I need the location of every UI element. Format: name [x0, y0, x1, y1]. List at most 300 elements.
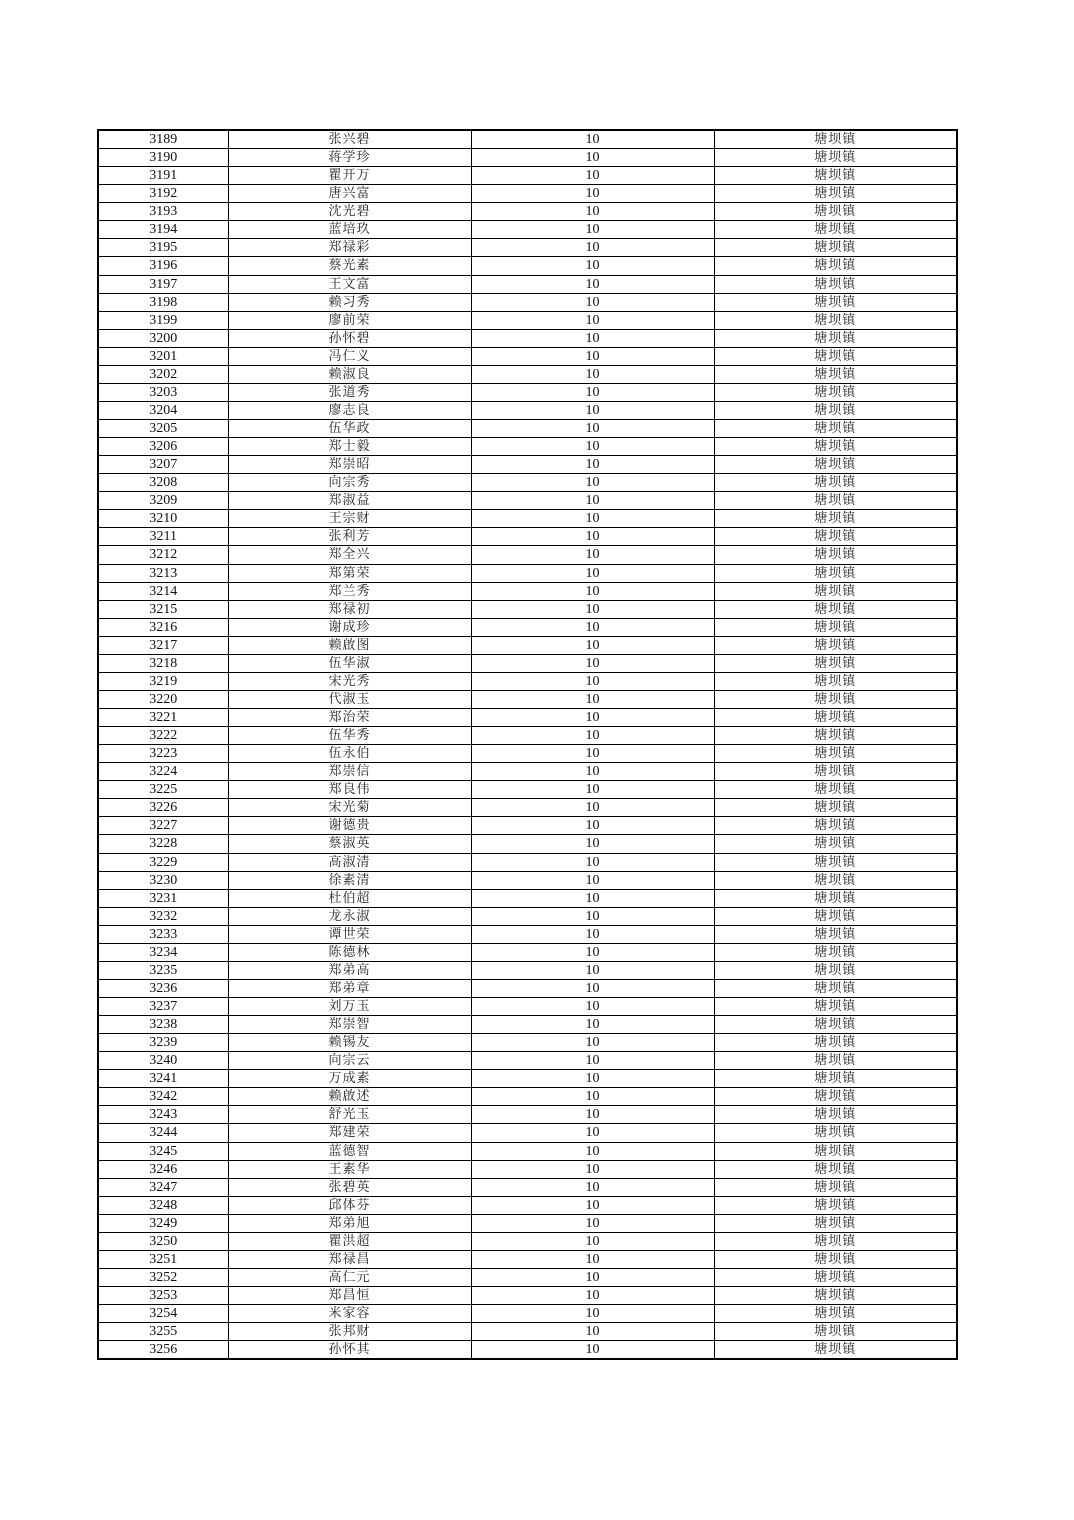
table-row — [98, 745, 957, 763]
amount-cell: 10 — [471, 546, 714, 564]
amount-cell: 10 — [471, 149, 714, 167]
town-cell: 塘坝镇 — [714, 1250, 957, 1268]
town-cell: 塘坝镇 — [714, 510, 957, 528]
person-name-cell: 郑禄彩 — [228, 239, 471, 257]
town-cell: 塘坝镇 — [714, 781, 957, 799]
amount-cell: 10 — [471, 221, 714, 239]
table-row — [98, 600, 957, 618]
town-cell: 塘坝镇 — [714, 239, 957, 257]
town-cell: 塘坝镇 — [714, 293, 957, 311]
table-row — [98, 961, 957, 979]
person-name-cell: 蔡光素 — [228, 257, 471, 275]
town-cell: 塘坝镇 — [714, 636, 957, 654]
town-cell: 塘坝镇 — [714, 1142, 957, 1160]
person-name-cell: 赖啟图 — [228, 636, 471, 654]
row-number-cell: 3241 — [98, 1070, 228, 1088]
amount-cell: 10 — [471, 1124, 714, 1142]
town-cell: 塘坝镇 — [714, 1305, 957, 1323]
table-row — [98, 221, 957, 239]
person-name-cell: 宋光秀 — [228, 672, 471, 690]
row-number-cell: 3233 — [98, 925, 228, 943]
amount-cell: 10 — [471, 582, 714, 600]
amount-cell: 10 — [471, 1088, 714, 1106]
town-cell: 塘坝镇 — [714, 1016, 957, 1034]
table-row — [98, 130, 957, 149]
table-row — [98, 582, 957, 600]
person-name-cell: 伍永伯 — [228, 745, 471, 763]
amount-cell: 10 — [471, 1052, 714, 1070]
row-number-cell: 3205 — [98, 420, 228, 438]
person-name-cell: 郑淑益 — [228, 492, 471, 510]
table-row — [98, 781, 957, 799]
person-name-cell: 蔡淑英 — [228, 835, 471, 853]
amount-cell: 10 — [471, 1305, 714, 1323]
amount-cell: 10 — [471, 329, 714, 347]
person-name-cell: 孙怀其 — [228, 1341, 471, 1360]
row-number-cell: 3192 — [98, 185, 228, 203]
person-name-cell: 张利芳 — [228, 528, 471, 546]
row-number-cell: 3209 — [98, 492, 228, 510]
town-cell: 塘坝镇 — [714, 492, 957, 510]
person-name-cell: 张道秀 — [228, 383, 471, 401]
table-row — [98, 311, 957, 329]
person-name-cell: 张碧英 — [228, 1178, 471, 1196]
table-row — [98, 365, 957, 383]
table-row — [98, 1178, 957, 1196]
row-number-cell: 3230 — [98, 871, 228, 889]
town-cell: 塘坝镇 — [714, 1088, 957, 1106]
person-name-cell: 郑禄昌 — [228, 1250, 471, 1268]
amount-cell: 10 — [471, 745, 714, 763]
amount-cell: 10 — [471, 636, 714, 654]
row-number-cell: 3204 — [98, 401, 228, 419]
town-cell: 塘坝镇 — [714, 672, 957, 690]
town-cell: 塘坝镇 — [714, 871, 957, 889]
table-row — [98, 727, 957, 745]
row-number-cell: 3198 — [98, 293, 228, 311]
table-row — [98, 275, 957, 293]
row-number-cell: 3222 — [98, 727, 228, 745]
person-name-cell: 代淑玉 — [228, 690, 471, 708]
person-name-cell: 宋光菊 — [228, 799, 471, 817]
table-row — [98, 1052, 957, 1070]
table-row — [98, 1196, 957, 1214]
table-row — [98, 763, 957, 781]
amount-cell: 10 — [471, 961, 714, 979]
row-number-cell: 3246 — [98, 1160, 228, 1178]
person-name-cell: 高仁元 — [228, 1268, 471, 1286]
amount-cell: 10 — [471, 167, 714, 185]
town-cell: 塘坝镇 — [714, 365, 957, 383]
amount-cell: 10 — [471, 817, 714, 835]
row-number-cell: 3247 — [98, 1178, 228, 1196]
table-row — [98, 401, 957, 419]
person-name-cell: 郑士毅 — [228, 438, 471, 456]
amount-cell: 10 — [471, 401, 714, 419]
table-row — [98, 817, 957, 835]
row-number-cell: 3199 — [98, 311, 228, 329]
person-name-cell: 赖习秀 — [228, 293, 471, 311]
amount-cell: 10 — [471, 853, 714, 871]
table-row — [98, 1250, 957, 1268]
row-number-cell: 3251 — [98, 1250, 228, 1268]
amount-cell: 10 — [471, 1323, 714, 1341]
amount-cell: 10 — [471, 1142, 714, 1160]
town-cell: 塘坝镇 — [714, 149, 957, 167]
row-number-cell: 3215 — [98, 600, 228, 618]
table-row — [98, 546, 957, 564]
table-row — [98, 185, 957, 203]
table-row — [98, 510, 957, 528]
town-cell: 塘坝镇 — [714, 817, 957, 835]
row-number-cell: 3200 — [98, 329, 228, 347]
row-number-cell: 3242 — [98, 1088, 228, 1106]
person-name-cell: 郑良伟 — [228, 781, 471, 799]
person-name-cell: 舒光玉 — [228, 1106, 471, 1124]
town-cell: 塘坝镇 — [714, 1268, 957, 1286]
town-cell: 塘坝镇 — [714, 311, 957, 329]
table-row — [98, 690, 957, 708]
amount-cell: 10 — [471, 763, 714, 781]
row-number-cell: 3226 — [98, 799, 228, 817]
table-row — [98, 925, 957, 943]
person-name-cell: 郑全兴 — [228, 546, 471, 564]
amount-cell: 10 — [471, 293, 714, 311]
amount-cell: 10 — [471, 1232, 714, 1250]
person-name-cell: 赖淑良 — [228, 365, 471, 383]
amount-cell: 10 — [471, 474, 714, 492]
amount-cell: 10 — [471, 654, 714, 672]
table-row — [98, 456, 957, 474]
table-row — [98, 1287, 957, 1305]
person-name-cell: 瞿洪超 — [228, 1232, 471, 1250]
row-number-cell: 3245 — [98, 1142, 228, 1160]
amount-cell: 10 — [471, 257, 714, 275]
row-number-cell: 3236 — [98, 979, 228, 997]
person-name-cell: 蓝德智 — [228, 1142, 471, 1160]
row-number-cell: 3220 — [98, 690, 228, 708]
amount-cell: 10 — [471, 365, 714, 383]
person-name-cell: 郑兰秀 — [228, 582, 471, 600]
town-cell: 塘坝镇 — [714, 1034, 957, 1052]
table-row — [98, 149, 957, 167]
amount-cell: 10 — [471, 889, 714, 907]
row-number-cell: 3208 — [98, 474, 228, 492]
town-cell: 塘坝镇 — [714, 203, 957, 221]
row-number-cell: 3235 — [98, 961, 228, 979]
row-number-cell: 3216 — [98, 618, 228, 636]
person-name-cell: 郑禄初 — [228, 600, 471, 618]
amount-cell: 10 — [471, 1287, 714, 1305]
person-name-cell: 伍华政 — [228, 420, 471, 438]
row-number-cell: 3249 — [98, 1214, 228, 1232]
row-number-cell: 3191 — [98, 167, 228, 185]
person-name-cell: 郑弟章 — [228, 979, 471, 997]
person-name-cell: 郑弟旭 — [228, 1214, 471, 1232]
row-number-cell: 3223 — [98, 745, 228, 763]
row-number-cell: 3193 — [98, 203, 228, 221]
row-number-cell: 3237 — [98, 998, 228, 1016]
table-row — [98, 889, 957, 907]
amount-cell: 10 — [471, 1250, 714, 1268]
town-cell: 塘坝镇 — [714, 853, 957, 871]
person-name-cell: 徐素清 — [228, 871, 471, 889]
amount-cell: 10 — [471, 510, 714, 528]
row-number-cell: 3227 — [98, 817, 228, 835]
row-number-cell: 3214 — [98, 582, 228, 600]
town-cell: 塘坝镇 — [714, 979, 957, 997]
row-number-cell: 3197 — [98, 275, 228, 293]
town-cell: 塘坝镇 — [714, 474, 957, 492]
person-name-cell: 杜伯超 — [228, 889, 471, 907]
person-name-cell: 王素华 — [228, 1160, 471, 1178]
amount-cell: 10 — [471, 456, 714, 474]
amount-cell: 10 — [471, 1214, 714, 1232]
row-number-cell: 3252 — [98, 1268, 228, 1286]
town-cell: 塘坝镇 — [714, 925, 957, 943]
person-name-cell: 廖前荣 — [228, 311, 471, 329]
person-name-cell: 米家容 — [228, 1305, 471, 1323]
table-row — [98, 672, 957, 690]
person-name-cell: 龙永淑 — [228, 907, 471, 925]
amount-cell: 10 — [471, 203, 714, 221]
town-cell: 塘坝镇 — [714, 221, 957, 239]
table-row — [98, 1323, 957, 1341]
town-cell: 塘坝镇 — [714, 1178, 957, 1196]
person-name-cell: 郑崇智 — [228, 1016, 471, 1034]
row-number-cell: 3228 — [98, 835, 228, 853]
amount-cell: 10 — [471, 709, 714, 727]
town-cell: 塘坝镇 — [714, 438, 957, 456]
amount-cell: 10 — [471, 1070, 714, 1088]
person-name-cell: 高淑清 — [228, 853, 471, 871]
amount-cell: 10 — [471, 185, 714, 203]
town-cell: 塘坝镇 — [714, 528, 957, 546]
amount-cell: 10 — [471, 1178, 714, 1196]
row-number-cell: 3217 — [98, 636, 228, 654]
row-number-cell: 3218 — [98, 654, 228, 672]
amount-cell: 10 — [471, 492, 714, 510]
town-cell: 塘坝镇 — [714, 1196, 957, 1214]
person-name-cell: 郑第荣 — [228, 564, 471, 582]
amount-cell: 10 — [471, 799, 714, 817]
town-cell: 塘坝镇 — [714, 383, 957, 401]
table-row — [98, 474, 957, 492]
table-row — [98, 1160, 957, 1178]
table-row — [98, 835, 957, 853]
amount-cell: 10 — [471, 564, 714, 582]
row-number-cell: 3190 — [98, 149, 228, 167]
person-name-cell: 谢德贵 — [228, 817, 471, 835]
town-cell: 塘坝镇 — [714, 618, 957, 636]
table-row — [98, 239, 957, 257]
town-cell: 塘坝镇 — [714, 1214, 957, 1232]
amount-cell: 10 — [471, 781, 714, 799]
town-cell: 塘坝镇 — [714, 185, 957, 203]
row-number-cell: 3224 — [98, 763, 228, 781]
table-row — [98, 257, 957, 275]
person-name-cell: 伍华淑 — [228, 654, 471, 672]
amount-cell: 10 — [471, 907, 714, 925]
amount-cell: 10 — [471, 239, 714, 257]
table-row — [98, 564, 957, 582]
town-cell: 塘坝镇 — [714, 1124, 957, 1142]
person-name-cell: 向宗秀 — [228, 474, 471, 492]
person-name-cell: 郑弟高 — [228, 961, 471, 979]
amount-cell: 10 — [471, 835, 714, 853]
town-cell: 塘坝镇 — [714, 257, 957, 275]
town-cell: 塘坝镇 — [714, 1232, 957, 1250]
town-cell: 塘坝镇 — [714, 130, 957, 149]
person-name-cell: 王文富 — [228, 275, 471, 293]
table-row — [98, 979, 957, 997]
town-cell: 塘坝镇 — [714, 889, 957, 907]
table-row — [98, 1142, 957, 1160]
person-name-cell: 蒋学珍 — [228, 149, 471, 167]
person-name-cell: 谢成珍 — [228, 618, 471, 636]
town-cell: 塘坝镇 — [714, 329, 957, 347]
amount-cell: 10 — [471, 871, 714, 889]
amount-cell: 10 — [471, 1016, 714, 1034]
amount-cell: 10 — [471, 998, 714, 1016]
row-number-cell: 3232 — [98, 907, 228, 925]
person-name-cell: 伍华秀 — [228, 727, 471, 745]
town-cell: 塘坝镇 — [714, 1052, 957, 1070]
person-name-cell: 郑治荣 — [228, 709, 471, 727]
town-cell: 塘坝镇 — [714, 799, 957, 817]
person-name-cell: 冯仁义 — [228, 347, 471, 365]
row-number-cell: 3203 — [98, 383, 228, 401]
amount-cell: 10 — [471, 727, 714, 745]
town-cell: 塘坝镇 — [714, 1106, 957, 1124]
person-name-cell: 孙怀碧 — [228, 329, 471, 347]
amount-cell: 10 — [471, 1160, 714, 1178]
town-cell: 塘坝镇 — [714, 745, 957, 763]
row-number-cell: 3243 — [98, 1106, 228, 1124]
person-name-cell: 瞿开万 — [228, 167, 471, 185]
town-cell: 塘坝镇 — [714, 1341, 957, 1360]
amount-cell: 10 — [471, 275, 714, 293]
person-name-cell: 唐兴富 — [228, 185, 471, 203]
person-name-cell: 沈光碧 — [228, 203, 471, 221]
town-cell: 塘坝镇 — [714, 564, 957, 582]
amount-cell: 10 — [471, 979, 714, 997]
row-number-cell: 3225 — [98, 781, 228, 799]
table-row — [98, 492, 957, 510]
person-name-cell: 廖志良 — [228, 401, 471, 419]
amount-cell: 10 — [471, 618, 714, 636]
row-number-cell: 3202 — [98, 365, 228, 383]
row-number-cell: 3255 — [98, 1323, 228, 1341]
amount-cell: 10 — [471, 528, 714, 546]
row-number-cell: 3206 — [98, 438, 228, 456]
table-row — [98, 347, 957, 365]
row-number-cell: 3213 — [98, 564, 228, 582]
person-name-cell: 张兴碧 — [228, 130, 471, 149]
town-cell: 塘坝镇 — [714, 420, 957, 438]
town-cell: 塘坝镇 — [714, 998, 957, 1016]
table-row — [98, 636, 957, 654]
town-cell: 塘坝镇 — [714, 961, 957, 979]
person-name-cell: 向宗云 — [228, 1052, 471, 1070]
table-row — [98, 1232, 957, 1250]
row-number-cell: 3250 — [98, 1232, 228, 1250]
row-number-cell: 3229 — [98, 853, 228, 871]
amount-cell: 10 — [471, 690, 714, 708]
row-number-cell: 3239 — [98, 1034, 228, 1052]
person-name-cell: 郑建荣 — [228, 1124, 471, 1142]
town-cell: 塘坝镇 — [714, 456, 957, 474]
person-name-cell: 张邦财 — [228, 1323, 471, 1341]
table-row — [98, 293, 957, 311]
table-row — [98, 1305, 957, 1323]
amount-cell: 10 — [471, 925, 714, 943]
table-row — [98, 871, 957, 889]
table-row — [98, 1070, 957, 1088]
roster-table — [97, 129, 958, 1360]
table-row — [98, 1214, 957, 1232]
table-row — [98, 1124, 957, 1142]
table-row — [98, 998, 957, 1016]
person-name-cell: 郑昌恒 — [228, 1287, 471, 1305]
person-name-cell: 陈德林 — [228, 943, 471, 961]
row-number-cell: 3201 — [98, 347, 228, 365]
person-name-cell: 谭世荣 — [228, 925, 471, 943]
table-row — [98, 654, 957, 672]
row-number-cell: 3211 — [98, 528, 228, 546]
row-number-cell: 3194 — [98, 221, 228, 239]
table-row — [98, 528, 957, 546]
person-name-cell: 赖啟述 — [228, 1088, 471, 1106]
row-number-cell: 3238 — [98, 1016, 228, 1034]
town-cell: 塘坝镇 — [714, 546, 957, 564]
amount-cell: 10 — [471, 130, 714, 149]
town-cell: 塘坝镇 — [714, 709, 957, 727]
person-name-cell: 刘万玉 — [228, 998, 471, 1016]
town-cell: 塘坝镇 — [714, 600, 957, 618]
row-number-cell: 3234 — [98, 943, 228, 961]
row-number-cell: 3210 — [98, 510, 228, 528]
table-row — [98, 709, 957, 727]
row-number-cell: 3195 — [98, 239, 228, 257]
row-number-cell: 3244 — [98, 1124, 228, 1142]
row-number-cell: 3254 — [98, 1305, 228, 1323]
town-cell: 塘坝镇 — [714, 1287, 957, 1305]
table-row — [98, 1034, 957, 1052]
town-cell: 塘坝镇 — [714, 347, 957, 365]
table-row — [98, 329, 957, 347]
row-number-cell: 3256 — [98, 1341, 228, 1360]
person-name-cell: 赖锡友 — [228, 1034, 471, 1052]
row-number-cell: 3212 — [98, 546, 228, 564]
row-number-cell: 3253 — [98, 1287, 228, 1305]
person-name-cell: 蓝培玖 — [228, 221, 471, 239]
person-name-cell: 郑崇信 — [228, 763, 471, 781]
table-row — [98, 1088, 957, 1106]
table-row — [98, 1106, 957, 1124]
amount-cell: 10 — [471, 1196, 714, 1214]
person-name-cell: 万成素 — [228, 1070, 471, 1088]
row-number-cell: 3221 — [98, 709, 228, 727]
amount-cell: 10 — [471, 1341, 714, 1360]
town-cell: 塘坝镇 — [714, 763, 957, 781]
row-number-cell: 3240 — [98, 1052, 228, 1070]
town-cell: 塘坝镇 — [714, 690, 957, 708]
row-number-cell: 3207 — [98, 456, 228, 474]
row-number-cell: 3231 — [98, 889, 228, 907]
amount-cell: 10 — [471, 1106, 714, 1124]
amount-cell: 10 — [471, 672, 714, 690]
